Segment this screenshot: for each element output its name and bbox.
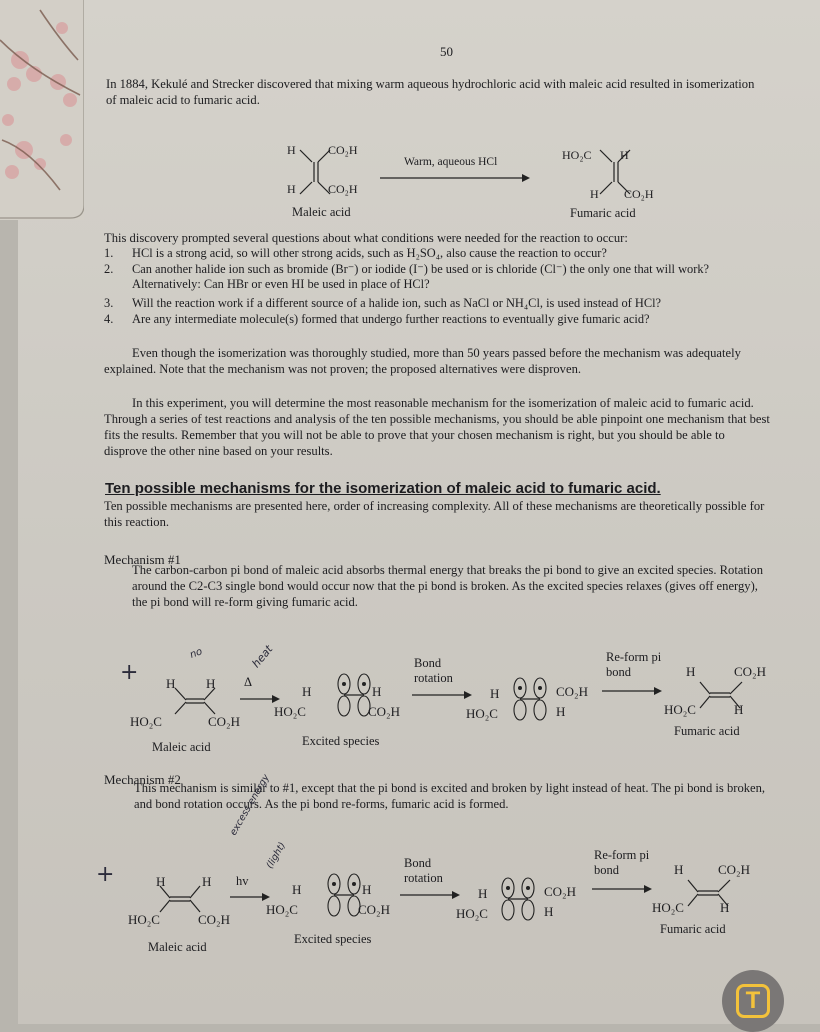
question-4-text: Are any intermediate molecule(s) formed that undergo further reactions to eventually give fumaric acid?	[132, 312, 650, 326]
discovery-sentence: This discovery prompted several questions about what conditions were needed for the reaction to occur:	[104, 231, 628, 245]
question-1-text: HCl is a strong acid, so will other strong acids, such as H₂SO₄, also cause the reaction to occur?	[132, 246, 607, 260]
section-subheading: Ten possible mechanisms are presented here, order of increasing complexity. All of these mechanisms are theoretically possible for this reaction.	[104, 499, 765, 529]
mech2-rotated-ho2c: HO₂C	[456, 906, 488, 921]
question-1-number: 1.	[104, 246, 114, 260]
history-paragraph: Even though the isomerization was thoroughly studied, more than 50 years passed before the mechanism was adequately explained. Note that the mechanism was not proven; the proposed alternatives were disproven.	[104, 346, 741, 376]
mech1-fumaric-ho2c: HO₂C	[664, 702, 696, 717]
question-3-text: Will the reaction work if a different source of a halide ion, such as NaCl or NH₄Cl, is used instead of HCl?	[132, 296, 662, 310]
mechanism-1-title: Mechanism #1	[104, 552, 181, 567]
mech2-rotated-co2h: CO₂H	[544, 884, 576, 899]
scheme1-reagent: Warm, aqueous HCl	[404, 156, 498, 168]
mech2-maleic-co2h: CO₂H	[198, 912, 230, 927]
mechanism-1-description: The carbon-carbon pi bond of maleic acid absorbs thermal energy that breaks the pi bond to give an excited species. Rotation around the C2-C3 single bond would occur now that the pi bond is broken. As the excited species relaxes (gives off energy), the pi bond will re-form giving fumaric acid.	[132, 563, 763, 609]
mech2-excited-h-right: H	[362, 882, 372, 897]
mech2-hv: hv	[236, 874, 249, 888]
mech1-arrow-3	[602, 686, 662, 696]
mech1-fumaric-h-top: H	[686, 664, 696, 679]
mech2-step-reform-pi: Re-form pi bond	[594, 848, 650, 877]
mech2-maleic-ho2c: HO₂C	[128, 912, 160, 927]
mech2-maleic-label: Maleic acid	[148, 940, 207, 954]
mech2-maleic-h-left: H	[156, 874, 166, 889]
mech1-maleic-h-left: H	[166, 676, 176, 691]
scheme1-h-bottom: H	[287, 182, 296, 196]
scheme1-ho2c-top: HO₂C	[562, 148, 592, 162]
mech1-fumaric-h-bottom: H	[734, 702, 744, 717]
handwritten-note-heat: heat	[249, 642, 276, 671]
scheme1-co2h-top: CO₂H	[328, 143, 358, 157]
handwritten-note-no: no	[188, 646, 204, 661]
mech2-maleic-h-right: H	[202, 874, 212, 889]
mech2-rotated-h-right: H	[544, 904, 554, 919]
mech2-excited-label: Excited species	[294, 932, 372, 946]
question-4-number: 4.	[104, 312, 114, 326]
mech1-excited-ho2c: HO₂C	[274, 704, 306, 719]
mech1-fumaric-co2h-top: CO₂H	[734, 664, 766, 679]
scheme1-h-bottom-left: H	[590, 187, 599, 201]
mech2-fumaric-label: Fumaric acid	[660, 922, 726, 936]
mech2-fumaric-co2h-top: CO₂H	[718, 862, 750, 877]
mech2-step-bond-rotation: Bond rotation	[404, 856, 443, 885]
scheme1-arrow	[380, 172, 530, 184]
question-2-number: 2.	[104, 262, 114, 276]
section-heading: Ten possible mechanisms for the isomerization of maleic acid to fumaric acid.	[105, 480, 661, 497]
mech1-fumaric-label: Fumaric acid	[674, 724, 740, 738]
mech2-excited-h-left: H	[292, 882, 302, 897]
floral-decoration	[0, 0, 84, 220]
scheme1-fumaric-label: Fumaric acid	[570, 206, 636, 220]
mech2-arrow-1	[230, 892, 270, 902]
mech2-fumaric-ho2c: HO₂C	[652, 900, 684, 915]
mechanism-2-title: Mechanism #2	[104, 772, 181, 787]
mech1-step-reform-pi: Re-form pi bond	[606, 650, 662, 679]
scheme1-co2h-bottom: CO₂H	[328, 182, 358, 196]
question-2-text: Can another halide ion such as bromide (Br⁻) or iodide (I⁻) be used or is chloride (Cl⁻) the only one that will work? Alternatively: Can HBr or even HI be used in place of HCl?	[132, 262, 710, 291]
mech2-fumaric-h-top: H	[674, 862, 684, 877]
scheme1-h-top: H	[287, 143, 296, 157]
mech1-excited-co2h: CO₂H	[368, 704, 400, 719]
mech1-rotated-co2h: CO₂H	[556, 684, 588, 699]
handwritten-cross-1: +	[120, 660, 139, 685]
question-3-number: 3.	[104, 296, 114, 310]
mech1-maleic-ho2c: HO₂C	[130, 714, 162, 729]
mech1-rotated-ho2c: HO₂C	[466, 706, 498, 721]
page-number: 50	[440, 44, 453, 59]
scheme1-co2h-bottom-right: CO₂H	[624, 187, 654, 201]
mech2-excited-ho2c: HO₂C	[266, 902, 298, 917]
mech2-rotated-h-left: H	[478, 886, 488, 901]
scheme1-h-top-right: H	[620, 148, 629, 162]
mech1-rotated-h-right: H	[556, 704, 566, 719]
mech1-excited-h-right: H	[372, 684, 382, 699]
mech2-arrow-3	[592, 884, 652, 894]
mech1-maleic-label: Maleic acid	[152, 740, 211, 754]
intro-paragraph: In 1884, Kekulé and Strecker discovered that mixing warm aqueous hydrochloric acid with maleic acid resulted in isomerization of maleic acid to fumaric acid.	[106, 77, 755, 107]
handwritten-note-excess-energy: excess energy	[228, 772, 272, 838]
mech2-fumaric-h-bottom: H	[720, 900, 730, 915]
mechanism-2-description: This mechanism is similar to #1, except that the pi bond is excited and broken by light instead of heat. The pi bond is broken, and bond rotation occurs. As the pi bond re-forms, fumaric acid is formed.	[134, 781, 766, 811]
mech1-delta: Δ	[244, 675, 253, 689]
mech1-maleic-h-right: H	[206, 676, 216, 691]
mech1-maleic-co2h: CO₂H	[208, 714, 240, 729]
mech1-arrow-1	[240, 694, 280, 704]
mech1-rotated-h-left: H	[490, 686, 500, 701]
mech1-excited-h-left: H	[302, 684, 312, 699]
mech1-step-bond-rotation: Bond rotation	[414, 656, 453, 685]
mech2-excited-co2h: CO₂H	[358, 902, 390, 917]
mech1-arrow-2	[412, 690, 472, 700]
handwritten-cross-2: +	[96, 862, 115, 887]
handwritten-note-light: (light)	[264, 840, 289, 871]
scheme1-maleic-label: Maleic acid	[292, 205, 351, 219]
translate-button[interactable]	[722, 970, 784, 1032]
experiment-paragraph: In this experiment, you will determine the most reasonable mechanism for the isomerization of maleic acid to fumaric acid. Through a series of test reactions and analysis of the ten possible mechanisms, you should be able pinpoint one mechanism that best fits the results. Remember that you will not be able to prove that your chosen mechanism is right, but you should be able to disprove the other nine based on your results.	[104, 396, 770, 458]
mech2-arrow-2	[400, 890, 460, 900]
mech1-excited-label: Excited species	[302, 734, 380, 748]
translate-icon: T	[736, 984, 770, 1018]
